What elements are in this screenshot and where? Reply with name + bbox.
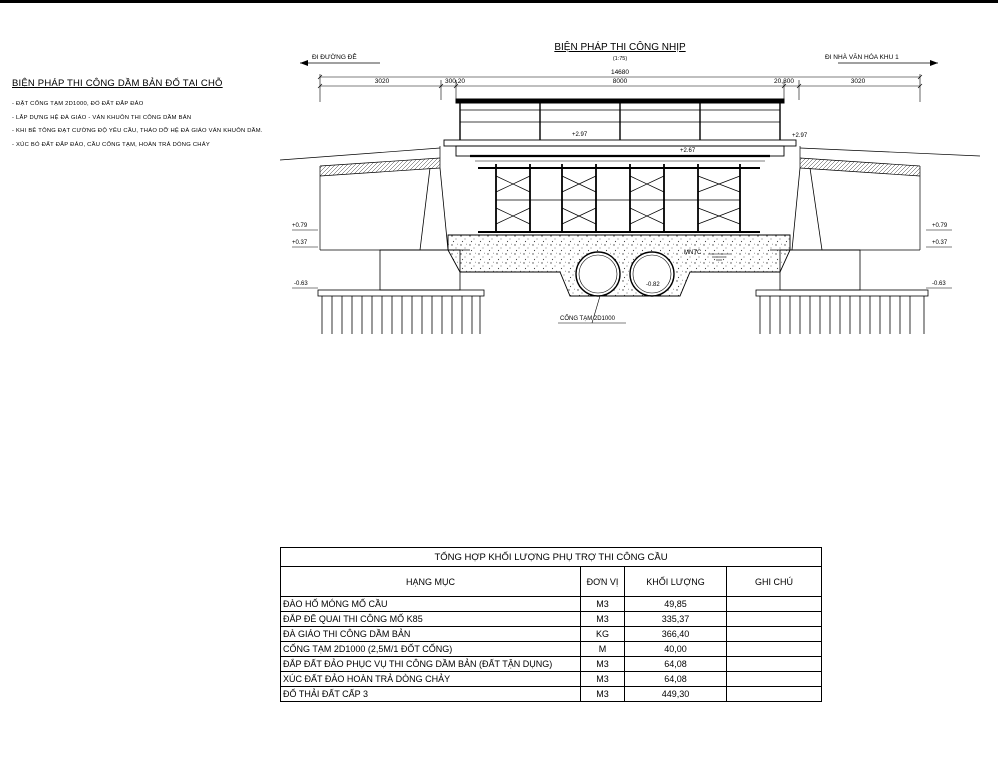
dim-left: 3020 bbox=[374, 78, 390, 85]
bridge-deck-slab bbox=[444, 140, 796, 161]
level-right-3: -0.63 bbox=[932, 281, 946, 287]
table-row bbox=[281, 597, 822, 612]
left-abutment bbox=[318, 168, 484, 296]
notes-title: BIỆN PHÁP THI CÔNG DẦM BẢN ĐỔ TẠI CHỖ bbox=[12, 78, 223, 89]
row-qty: 64,08 bbox=[625, 657, 727, 672]
row-note bbox=[727, 627, 822, 642]
right-piles bbox=[760, 296, 924, 334]
drawing-title: BIỆN PHÁP THI CÔNG NHỊP bbox=[554, 42, 686, 53]
table-row bbox=[281, 642, 822, 657]
row-note bbox=[727, 597, 822, 612]
drawing-scale: (1:75) bbox=[612, 56, 628, 62]
header-unit: ĐƠN VỊ bbox=[581, 567, 625, 597]
right-road-surface bbox=[800, 158, 920, 176]
table-row bbox=[281, 627, 822, 642]
level-under-deck: +2.67 bbox=[680, 148, 696, 154]
note-item-1: - ĐẶT CỐNG TẠM 2D1000, ĐỔ ĐẤT ĐẮP ĐẢO bbox=[12, 101, 144, 107]
left-piles bbox=[322, 296, 480, 334]
quantities-table bbox=[280, 547, 822, 702]
right-direction-label: ĐI NHÀ VĂN HÓA KHU 1 bbox=[825, 54, 899, 61]
culvert-label: CỐNG TẠM 2D1000 bbox=[560, 316, 615, 322]
table-row bbox=[281, 672, 822, 687]
row-qty: 40,00 bbox=[625, 642, 727, 657]
row-note bbox=[727, 657, 822, 672]
dim-center: 8000 bbox=[612, 78, 628, 85]
water-level-label: MNTC bbox=[684, 250, 702, 256]
table-title: TỔNG HỢP KHỐI LƯỢNG PHỤ TRỢ THI CÔNG CẦU bbox=[281, 548, 822, 567]
dim-left-small: 300,20 bbox=[445, 78, 465, 85]
header-note: GHI CHÚ bbox=[727, 567, 822, 597]
row-item: ĐỔ THẢI ĐẤT CẤP 3 bbox=[281, 687, 581, 702]
level-deck-left: +2.97 bbox=[572, 132, 588, 138]
row-note bbox=[727, 672, 822, 687]
row-unit: M3 bbox=[581, 687, 625, 702]
row-note bbox=[727, 612, 822, 627]
dim-right-small: 20,300 bbox=[774, 78, 794, 85]
table-row bbox=[281, 657, 822, 672]
header-item: HẠNG MỤC bbox=[281, 567, 581, 597]
row-item: CỐNG TẠM 2D1000 (2,5M/1 ĐỐT CỐNG) bbox=[281, 642, 581, 657]
row-note bbox=[727, 642, 822, 657]
row-unit: M bbox=[581, 642, 625, 657]
bridge-railing bbox=[456, 99, 784, 140]
row-qty: 335,37 bbox=[625, 612, 727, 627]
note-item-2: - LẮP DỰNG HỆ ĐÀ GIÁO - VÁN KHUÔN THI CÔNG DẦM BẢN bbox=[12, 115, 192, 121]
row-item: XÚC ĐẤT ĐẢO HOÀN TRẢ DÒNG CHẢY bbox=[281, 672, 581, 687]
left-road-surface bbox=[320, 158, 440, 176]
row-qty: 449,30 bbox=[625, 687, 727, 702]
row-qty: 366,40 bbox=[625, 627, 727, 642]
row-item: ĐẮP ĐẤT ĐẢO PHỤC VỤ THI CÔNG DẦM BẢN (ĐẤT TẬN DỤNG) bbox=[281, 657, 581, 672]
dim-right: 3020 bbox=[850, 78, 866, 85]
row-qty: 64,08 bbox=[625, 672, 727, 687]
level-culvert: -0.82 bbox=[646, 282, 660, 288]
level-left-2: +0.37 bbox=[292, 240, 308, 246]
row-unit: KG bbox=[581, 627, 625, 642]
right-abutment bbox=[756, 168, 928, 296]
total-dimension: 14680 bbox=[610, 69, 630, 76]
row-note bbox=[727, 687, 822, 702]
left-direction-label: ĐI ĐƯỜNG ĐÊ bbox=[312, 54, 357, 61]
row-unit: M3 bbox=[581, 612, 625, 627]
row-unit: M3 bbox=[581, 672, 625, 687]
header-qty: KHỐI LƯỢNG bbox=[625, 567, 727, 597]
note-item-4: - XÚC BỎ ĐẤT ĐẮP ĐẢO, CẦU CỐNG TẠM, HOÀN TRẢ DÒNG CHẢY bbox=[12, 142, 210, 148]
row-item: ĐẮP ĐÊ QUAI THI CÔNG MỐ K85 bbox=[281, 612, 581, 627]
level-deck-right: +2.97 bbox=[792, 133, 808, 139]
table-row bbox=[281, 612, 822, 627]
scaffolding bbox=[478, 164, 760, 232]
table-row bbox=[281, 687, 822, 702]
row-item: ĐÀ GIÁO THI CÔNG DẦM BẢN bbox=[281, 627, 581, 642]
level-right-1: +0.79 bbox=[932, 223, 948, 229]
level-left-1: +0.79 bbox=[292, 223, 308, 229]
level-left-3: -0.63 bbox=[294, 281, 308, 287]
note-item-3: - KHI BÊ TÔNG ĐẠT CƯỜNG ĐỘ YÊU CẦU, THÁO DỠ HỆ ĐÀ GIÁO VÁN KHUÔN DẦM. bbox=[12, 128, 263, 134]
level-right-2: +0.37 bbox=[932, 240, 948, 246]
row-unit: M3 bbox=[581, 597, 625, 612]
row-unit: M3 bbox=[581, 657, 625, 672]
row-qty: 49,85 bbox=[625, 597, 727, 612]
row-item: ĐÀO HỐ MÓNG MỐ CẦU bbox=[281, 597, 581, 612]
